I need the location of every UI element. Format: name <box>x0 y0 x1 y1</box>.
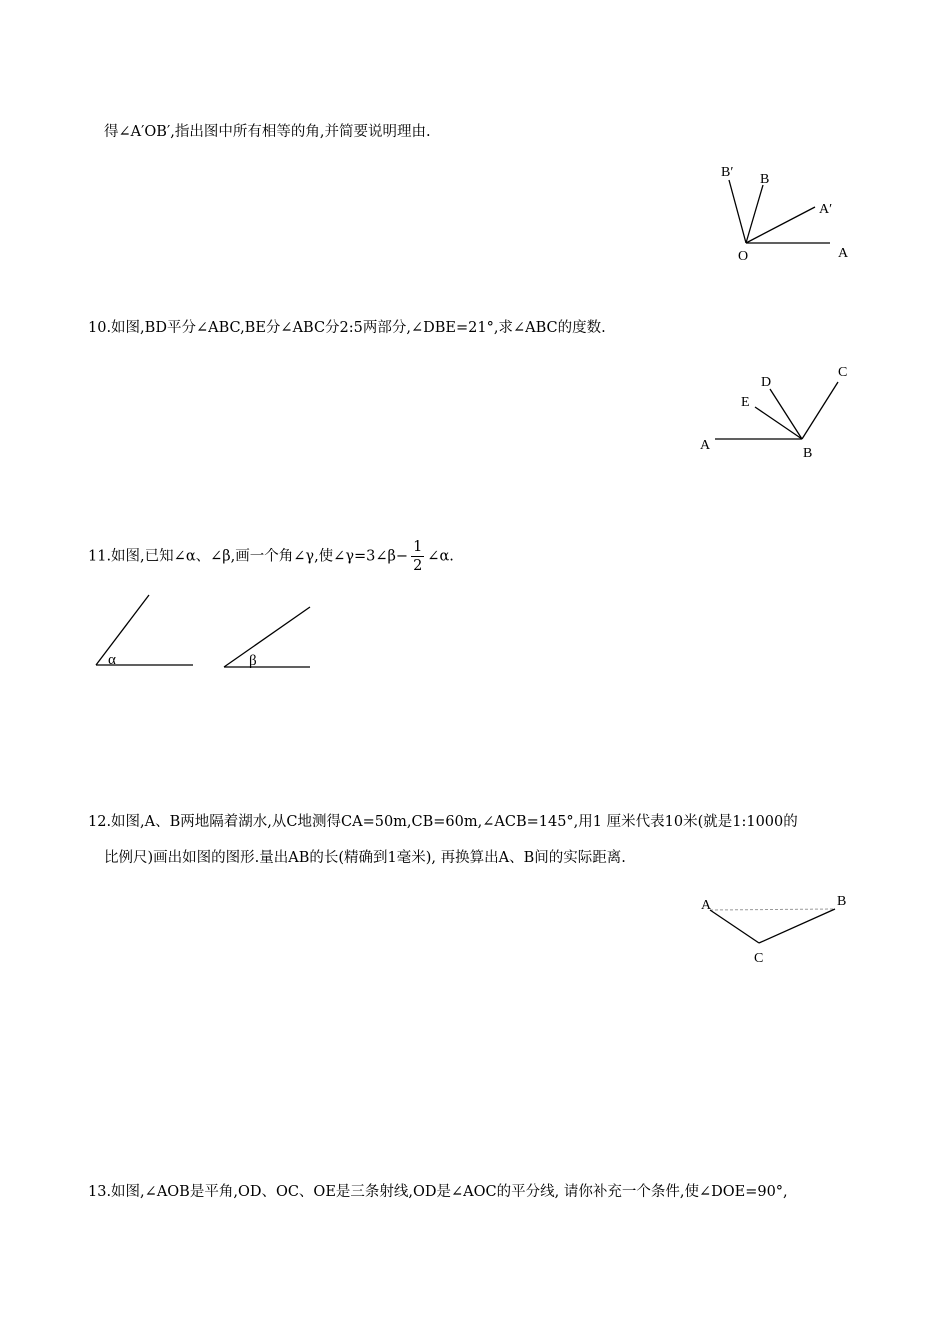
angle-beta-side <box>224 607 310 667</box>
segment-CA <box>710 910 759 943</box>
q10-text: 10.如图,BD平分∠ABC,BE分∠ABC分2:5两部分,∠DBE=21°,求∠ABC的度数. <box>88 320 606 336</box>
segment-CB <box>759 909 835 943</box>
label-beta: β <box>249 653 257 669</box>
label-B: B <box>837 894 847 909</box>
label-A: A <box>700 438 711 453</box>
q12-line1: 12.如图,A、B两地隔着湖水,从C地测得CA=50m,CB=60m,∠ACB=145°,用1 厘米代表10米(就是1:1000的 <box>88 814 798 830</box>
ray-BC <box>802 382 838 439</box>
fraction-one-half <box>411 538 424 575</box>
label-E: E <box>741 395 750 410</box>
label-A-prime: A′ <box>819 202 833 217</box>
ray-OA-prime <box>746 207 815 243</box>
label-C: C <box>754 951 764 966</box>
label-O: O <box>738 249 749 264</box>
segment-AB-dashed <box>710 909 835 910</box>
fraction-numerator: 1 <box>413 539 423 555</box>
label-D: D <box>761 375 772 390</box>
q11-text <box>88 538 454 575</box>
q12-figure <box>695 888 865 973</box>
ray-OB-prime <box>729 180 746 243</box>
ray-BE <box>755 407 802 439</box>
ray-BD <box>770 389 802 439</box>
label-A: A <box>701 898 712 913</box>
q9-figure <box>700 155 870 270</box>
q9-continuation: 得∠A′OB′,指出图中所有相等的角,并简要说明理由. <box>104 124 431 140</box>
q11-text-part2: ∠α. <box>427 548 454 565</box>
q11-figure <box>90 590 330 675</box>
label-B: B <box>760 172 770 187</box>
label-B-prime: B′ <box>721 165 734 180</box>
q13-text: 13.如图,∠AOB是平角,OD、OC、OE是三条射线,OD是∠AOC的平分线, 请你补充一个条件,使∠DOE=90°, <box>88 1184 788 1200</box>
label-A: A <box>838 246 849 261</box>
label-alpha: α <box>108 652 116 668</box>
label-C: C <box>838 365 848 380</box>
q11-text-part1: 11.如图,已知∠α、∠β,画一个角∠γ,使∠γ=3∠β− <box>88 548 409 565</box>
fraction-denominator: 2 <box>413 558 423 574</box>
ray-OB <box>746 185 763 243</box>
q12-line2: 比例尺)画出如图的图形.量出AB的长(精确到1毫米), 再换算出A、B间的实际距离. <box>104 850 626 866</box>
angle-alpha-side <box>96 595 149 665</box>
label-B: B <box>803 446 813 461</box>
q10-figure <box>695 360 865 465</box>
